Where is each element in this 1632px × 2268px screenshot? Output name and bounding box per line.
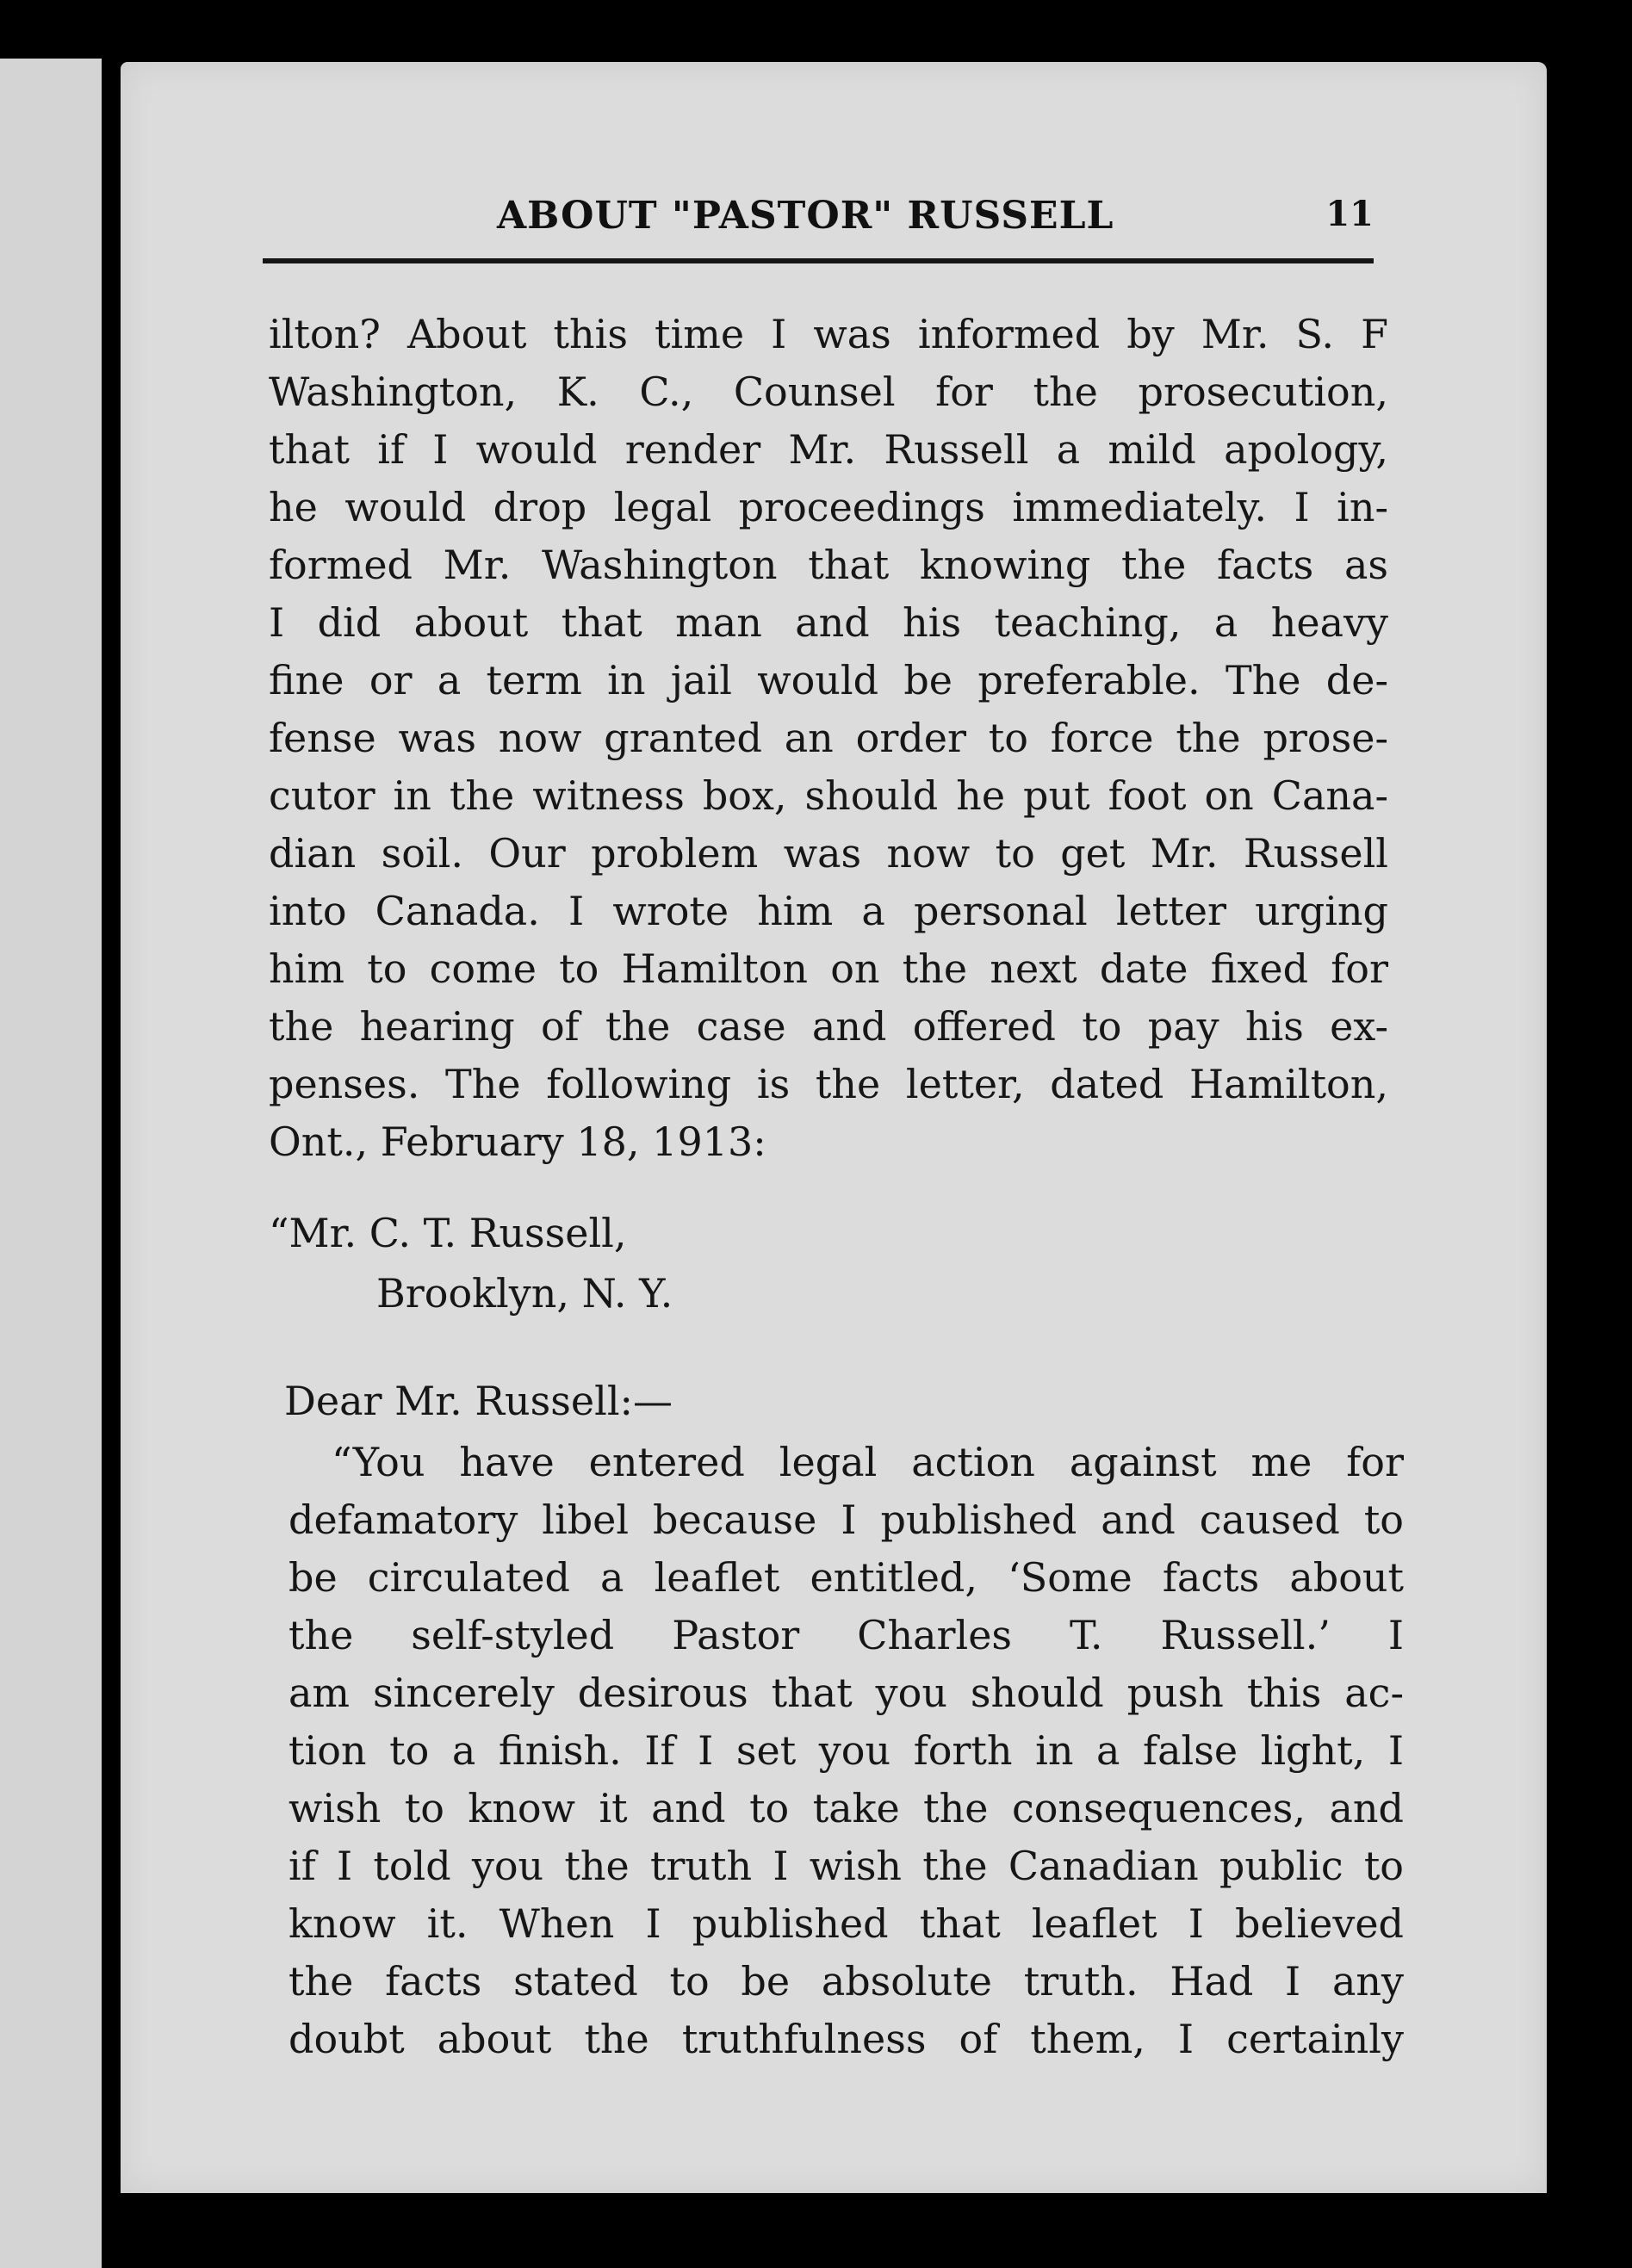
text-line: if I told you the truth I wish the Canadian public to [289, 1843, 1404, 1889]
page-header [263, 194, 1374, 245]
text-line: I did about that man and his teaching, a heavy [269, 599, 1388, 646]
text-line: the facts stated to be absolute truth. Had I any [289, 1958, 1404, 2005]
text-line: tion to a finish. If I set you forth in a false light, I [289, 1727, 1404, 1774]
letter-address-block [269, 1203, 673, 1323]
text-line: he would drop legal proceedings immediately. I in- [269, 484, 1388, 530]
text-line: defamatory libel because I published and caused to [289, 1497, 1404, 1543]
addressee-city: Brooklyn, N. Y. [376, 1270, 673, 1317]
running-title: ABOUT "PASTOR" RUSSELL [497, 194, 1114, 238]
text-line: dian soil. Our problem was now to get Mr. Russell [269, 830, 1388, 877]
text-line: him to come to Hamilton on the next date fixed for [269, 945, 1388, 992]
text-line: am sincerely desirous that you should push this ac- [289, 1670, 1404, 1716]
header-rule [263, 258, 1374, 263]
text-line: Ont., February 18, 1913: [269, 1119, 766, 1165]
letter-salutation: Dear Mr. Russell:— [284, 1378, 673, 1424]
text-line: the self-styled Pastor Charles T. Russell.’ I [289, 1612, 1404, 1658]
page-number: 11 [1325, 194, 1374, 234]
text-line: be circulated a leaflet entitled, ‘Some facts about [289, 1554, 1404, 1601]
letter-paragraph [289, 1434, 1404, 2068]
facing-page-edge [0, 59, 102, 2268]
text-line: that if I would render Mr. Russell a mild apology, [269, 426, 1388, 473]
text-line: penses. The following is the letter, dated Hamilton, [269, 1061, 1388, 1107]
text-line: “You have entered legal action against me for [332, 1439, 1404, 1485]
text-line: fine or a term in jail would be preferable. The de- [269, 657, 1388, 703]
text-line: cutor in the witness box, should he put foot on Cana- [269, 772, 1388, 819]
text-line: the hearing of the case and offered to pay his ex- [269, 1003, 1388, 1050]
addressee-name: “Mr. C. T. Russell, [269, 1210, 627, 1256]
text-line: formed Mr. Washington that knowing the facts as [269, 542, 1388, 588]
text-line: Washington, K. C., Counsel for the prosecution, [269, 369, 1388, 415]
text-line: fense was now granted an order to force the prose- [269, 715, 1388, 761]
body-paragraph [269, 306, 1388, 1171]
text-line: know it. When I published that leaflet I believed [289, 1900, 1404, 1947]
text-line: wish to know it and to take the consequences, and [289, 1785, 1404, 1831]
text-line: into Canada. I wrote him a personal letter urging [269, 888, 1388, 934]
text-line: doubt about the truthfulness of them, I certainly [289, 2016, 1404, 2062]
text-line: ilton? About this time I was informed by Mr. S. F [269, 311, 1388, 357]
